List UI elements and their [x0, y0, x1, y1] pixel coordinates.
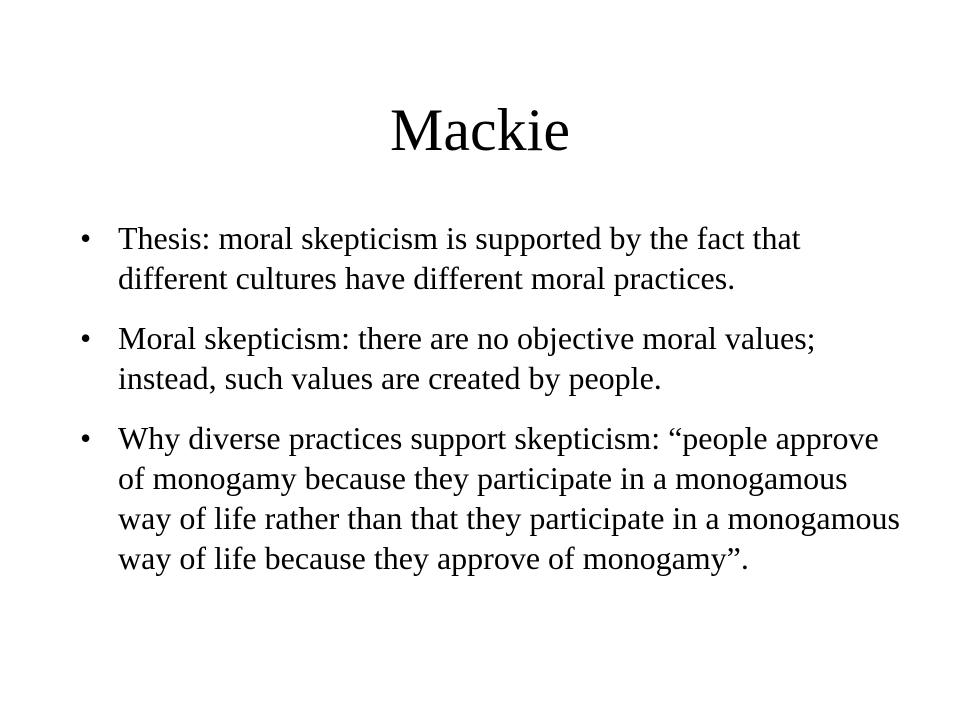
bullet-item-diverse-practices: [80, 418, 900, 578]
bullet-marker: •: [80, 220, 92, 256]
bullet-text: Why diverse practices support skepticism: “people approve of monogamy because they participate in a monogamous way of life rather than that they participate in a monogamous way of life because they approve of monogamy”.: [118, 420, 900, 576]
bullet-marker: •: [80, 420, 92, 456]
bullet-text: Moral skepticism: there are no objective moral values; instead, such values are created by people.: [118, 320, 816, 396]
bullet-item-moral-skepticism: [80, 318, 900, 398]
bullet-item-thesis: [80, 218, 900, 298]
slide-title: Mackie: [390, 97, 570, 163]
bullet-text: Thesis: moral skepticism is supported by the fact that different cultures have different moral practices.: [118, 220, 801, 296]
bullet-marker: •: [80, 320, 92, 356]
bullet-list: [80, 218, 900, 598]
